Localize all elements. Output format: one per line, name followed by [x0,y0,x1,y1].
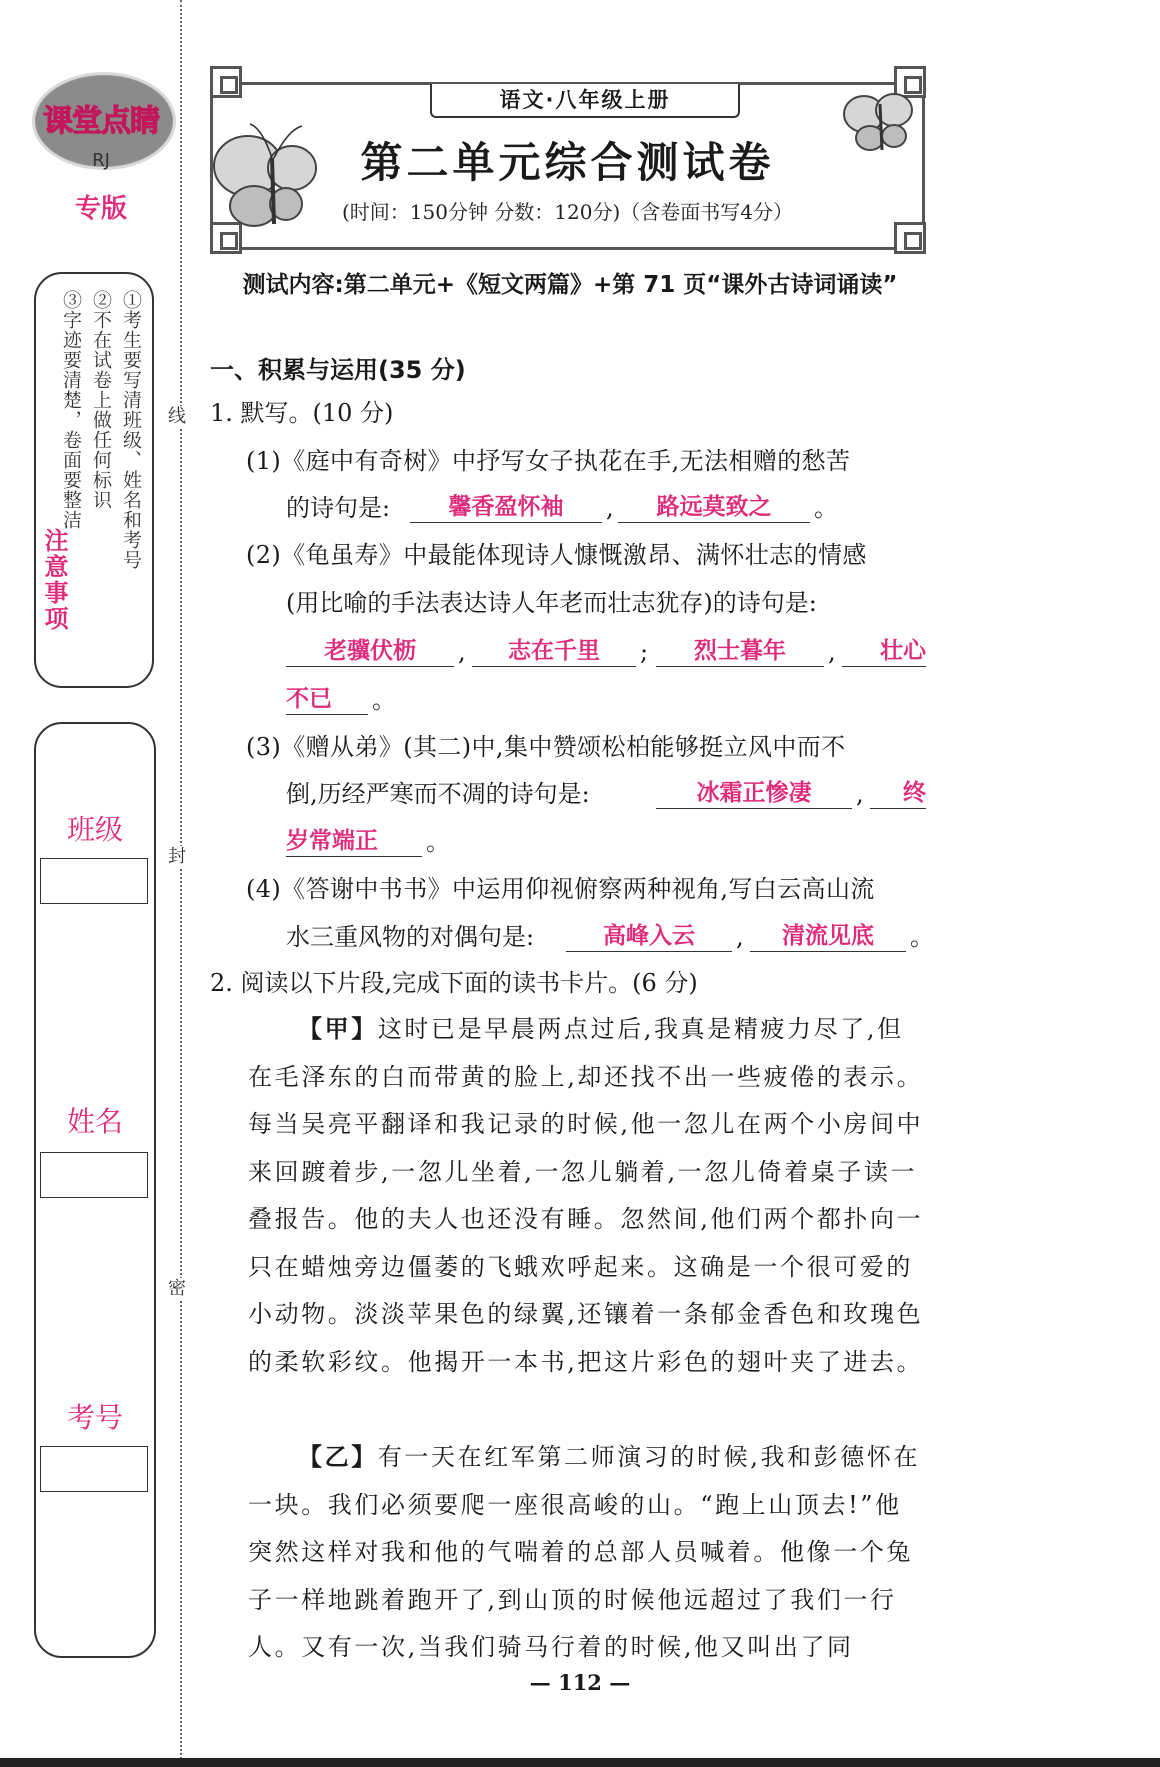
notice-item-3: ③字迹要清楚，卷面要整洁 [60,290,82,530]
edition-label: 专版 [74,194,127,224]
q1-part1-prefix: 的诗句是: [286,494,391,522]
reading-passage-yi [248,1434,928,1672]
class-field[interactable] [40,858,148,904]
question-1-title: 1. 默写。(10 分) [210,399,394,427]
name-field[interactable] [40,1152,148,1198]
notice-item-1: ①考生要写清班级、姓名和考号 [120,290,142,570]
notice-item-2: ②不在试卷上做任何标识 [90,290,112,510]
exam-number-label: 考号 [66,1401,123,1434]
answer-blank[interactable]: 不已 [286,684,368,715]
page-title: 第二单元综合测试卷 [360,138,775,187]
class-label: 班级 [66,813,123,846]
exam-number-field[interactable] [40,1446,148,1492]
test-scope: 测试内容:第二单元+《短文两篇》+第 71 页“课外古诗词诵读” [242,272,898,298]
page-number: — 112 — [529,1670,631,1695]
cut-mark-seal: 封 [168,846,186,867]
answer-blank[interactable]: 冰霜正惨凄 [656,778,852,809]
brand-logo-text: 课堂点睛 [43,104,159,139]
answer-blank[interactable]: 岁常端正 [286,826,422,857]
cut-line [180,0,182,1767]
reading-passage-jia [248,1006,928,1386]
subject-tab: 语文·八年级上册 [430,84,740,118]
q1-part2-line2: (用比喻的手法表达诗人年老而壮志犹存)的诗句是: [286,589,817,617]
name-label: 姓名 [66,1105,123,1138]
passage-text-yi: 有一天在红军第二师演习的时候,我和彭德怀在一块。我们必须要爬一座很高峻的山。“跑上山顶去!”他突然这样对我和他的气喘着的总部人员喊着。他像一个兔子一样地跳着跑开了,到山顶的时候他远超过了我们一行人。又有一次,当我们骑马行着的时候,他又叫出了同 [248,1443,921,1661]
q1-part4-prefix: 水三重风物的对偶句是: [286,923,535,951]
q1-part1-line1: (1)《庭中有奇树》中抒写女子执花在手,无法相赠的愁苦 [246,447,851,475]
cut-mark-secret: 密 [168,1278,186,1299]
passage-label-jia: 【甲】 [298,1015,378,1043]
answer-blank[interactable]: 老骥伏枥 [286,636,454,667]
answer-blank[interactable]: 烈士暮年 [656,636,824,667]
q1-part2-line1: (2)《龟虽寿》中最能体现诗人慷慨激昂、满怀壮志的情感 [246,541,867,569]
question-2-title: 2. 阅读以下片段,完成下面的读书卡片。(6 分) [210,969,698,997]
answer-blank[interactable]: 终 [870,778,926,809]
exam-meta: (时间：150分钟 分数：120分)（含卷面书写4分） [341,200,794,224]
passage-text-jia: 这时已是早晨两点过后,我真是精疲力尽了,但在毛泽东的白而带黄的脸上,却还找不出一些疲倦的表示。每当吴亮平翻译和我记录的时候,他一忽儿在两个小房间中来回踱着步,一忽儿坐着,一忽儿躺着,一忽儿倚着桌子读一叠报告。他的夫人也还没有睡。忽然间,他们两个都扑向一只在蜡烛旁边僵萎的飞蛾欢呼起来。这确是一个很可爱的小动物。淡淡苹果色的绿翼,还镶着一条郁金香色和玫瑰色的柔软彩纹。他揭开一本书,把这片彩色的翅叶夹了进去。 [248,1015,924,1376]
notice-title: 注意事项 [40,528,68,632]
answer-blank[interactable]: 志在千里 [472,636,636,667]
q1-part4-line1: (4)《答谢中书书》中运用仰视俯察两种视角,写白云高山流 [246,875,875,903]
cut-mark-line: 线 [168,406,186,427]
answer-blank[interactable]: 馨香盈怀袖 [410,492,602,523]
frame-corner-ornament [894,222,926,254]
q1-part3-prefix: 倒,历经严寒而不凋的诗句是: [286,780,590,808]
answer-blank[interactable]: 高峰入云 [566,921,732,952]
passage-label-yi: 【乙】 [298,1443,378,1471]
answer-blank[interactable]: 清流见底 [750,921,906,952]
brand-logo-sub: RJ [92,150,110,171]
answer-blank[interactable]: 壮心 [842,636,926,667]
q1-part3-line1: (3)《赠从弟》(其二)中,集中赞颂松柏能够挺立风中而不 [246,733,846,761]
scan-bottom-edge [0,1758,1160,1767]
answer-blank[interactable]: 路远莫致之 [618,492,810,523]
section-heading: 一、积累与运用(35 分) [210,356,466,384]
frame-corner-ornament [210,66,242,98]
